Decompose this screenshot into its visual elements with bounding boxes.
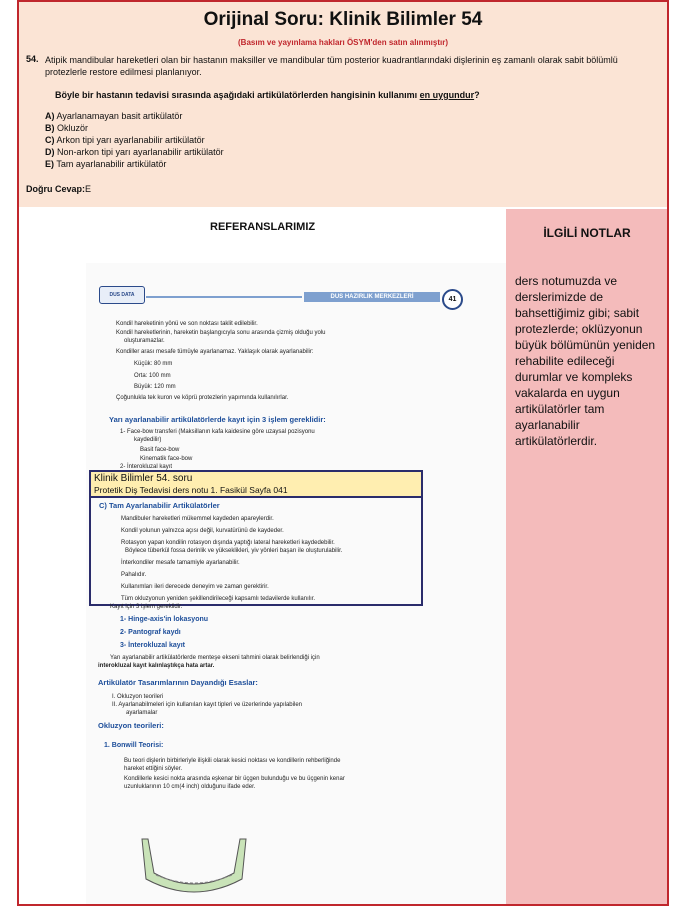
ref-line: Kinematik face-bow xyxy=(140,456,193,462)
highlight-title: Klinik Bilimler 54. soru xyxy=(94,473,193,484)
occlusion-heading: Okluzyon teorileri: xyxy=(98,721,164,730)
highlight-source: Protetik Diş Tedavisi ders notu 1. Fasikül Sayfa 041 xyxy=(94,485,288,495)
ref-line: Tüm okluzyonun yeniden şekillendirileceği kapsamlı tedavilerde kullanılır. xyxy=(121,596,316,602)
notes-body: ders notumuzda ve derslerimizde de bahsettiğimiz gibi; sabit protezlerde; oklüzyonun büyük bölümünün yeniden rehabilite edileceği durumlar ve kompleks vakalarda en uygun artikülatörler tam ayarlanabilir artikülatörlerdir. xyxy=(515,274,656,448)
ref-line: hareket ettiğini söyler. xyxy=(124,766,183,772)
question-title: Orijinal Soru: Klinik Bilimler 54 xyxy=(203,9,483,30)
ref-line: Çoğunlukla tek kuron ve köprü protezlerin yapımında kullanılırlar. xyxy=(116,395,289,401)
ref-line: Küçük: 80 mm xyxy=(134,361,173,367)
ref-line: Orta: 100 mm xyxy=(134,373,171,379)
ref-line: I. Okluzyon teorileri xyxy=(112,694,164,700)
ref-line: Büyük: 120 mm xyxy=(134,384,176,390)
question-number: 54. xyxy=(26,54,39,64)
ref-line: II. Ayarlanabilmeleri için kullanılan kayıt tipleri ve üzerlerinde yapılabilen xyxy=(112,702,302,708)
option-text: Ayarlanamayan basit artikülatör xyxy=(56,111,183,121)
ref-line: Bu teori dişlerin birbirleriyle ilişkili olarak kesici noktası ve kondillerin rehberliğinde xyxy=(124,758,341,764)
ref-line: uzunluklarının 10 cm(4 inch) olduğunu ifade eder. xyxy=(124,784,256,790)
ref-line: 1- Face-bow transferi (Maksillanın kafa kaidesine göre uzaysal pozisyonu xyxy=(120,429,315,435)
ref-line: İnterkondiler mesafe tamamiyle ayarlanabilir. xyxy=(121,560,240,566)
option-key: B) xyxy=(45,123,55,133)
step-heading: 2- Pantograf kaydı xyxy=(120,629,181,636)
step-heading: 1- Hinge-axis'in lokasyonu xyxy=(120,616,209,623)
prompt-text: Böyle bir hastanın tedavisi sırasında aşağıdaki artikülatörlerden hangisinin kullanımı xyxy=(55,90,420,100)
page-frame xyxy=(17,0,669,906)
option-text: Non-arkon tipi yarı ayarlanabilir artikülatör xyxy=(57,147,224,157)
page-banner: DUS HAZIRLIK MERKEZLERİ xyxy=(304,292,440,302)
references-heading: REFERANSLARIMIZ xyxy=(210,221,316,233)
prompt-emphasis: en uygundur xyxy=(419,90,475,100)
prompt-end: ? xyxy=(474,90,480,100)
answer-value: E xyxy=(85,184,92,194)
option-text: Okluzör xyxy=(57,123,89,133)
ref-line: kaydedilir) xyxy=(134,437,162,443)
ref-line: oluşturamazlar. xyxy=(124,338,165,344)
design-heading: Artikülatör Tasarımlarının Dayandığı Esaslar: xyxy=(98,678,258,687)
question-text: Atipik mandibular hareketleri olan bir hastanın maksiller ve mandibular tüm posterior kuadrantlarındaki dişlerinin eş zamanlı olarak sabit bölümlü protezlerle restore edilmesi planlanıyor. xyxy=(45,55,618,77)
page-number: 41 xyxy=(442,289,463,310)
copyright-notice: (Basım ve yayınlama hakları ÖSYM'den satın alınmıştır) xyxy=(238,38,448,47)
dusdata-logo: DUS DATA xyxy=(99,286,145,304)
step-heading: 3- İnterokluzal kayıt xyxy=(120,642,185,649)
option-key: E) xyxy=(45,159,54,169)
full-adjustable-heading: C) Tam Ayarlanabilir Artikülatörler xyxy=(99,501,220,510)
semi-adjustable-heading: Yarı ayarlanabilir artikülatörlerde kayıt için 3 işlem gereklidir: xyxy=(109,415,326,424)
ref-line: Mandibuler hareketleri mükemmel kaydeden apareylerdir. xyxy=(121,516,274,522)
ref-line: Kondiller arası mesafe tümüyle ayarlanamaz. Yaklaşık olarak ayarlanabilir: xyxy=(116,349,314,355)
option-text: Arkon tipi yarı ayarlanabilir artikülatör xyxy=(56,135,205,145)
answer-label: Doğru Cevap: xyxy=(26,184,86,194)
ref-line: Kondil hareketinin yönü ve son noktası taklit edilebilir. xyxy=(116,321,258,327)
ref-line: Kullanımları ileri derecede deneyim ve zaman gerektirir. xyxy=(121,584,269,590)
bonwill-heading: 1. Bonwill Teorisi: xyxy=(104,742,164,749)
notes-heading: İLGİLİ NOTLAR xyxy=(543,226,631,240)
ref-line: Kayıt için 3 işlem gereklidir. xyxy=(110,604,183,610)
ref-line: Kondillerle kesici nokta arasında eşkenar bir üçgen bulunduğu ve bu üçgenin kenar xyxy=(124,776,345,782)
ref-line: Böylece tüberkül fossa derinlik ve yükseklikleri, yiv yönleri başarı ile oluşturulabilir. xyxy=(125,548,343,554)
option-text: Tam ayarlanabilir artikülatör xyxy=(56,159,167,169)
ref-line: interokluzal kayıt kalınlaştıkça hata artar. xyxy=(98,663,215,669)
option-key: D) xyxy=(45,147,55,157)
ref-line: Basit face-bow xyxy=(140,447,180,453)
ref-line: Kondil hareketlerinin, hareketin başlangıcıyla sonu arasında çizmiş olduğu yolu xyxy=(116,330,326,336)
option-key: C) xyxy=(45,135,55,145)
option-key: A) xyxy=(45,111,55,121)
ref-line: Kondil yolunun yalnızca açısı değil, kurvatürünü de kaydeder. xyxy=(121,528,284,534)
ref-line: Pahalıdır. xyxy=(121,572,147,578)
ref-line: 2- İnterokluzal kayıt xyxy=(120,464,173,470)
ref-line: Rotasyon yapan kondilin rotasyon dışında yaptığı lateral hareketleri kaydedebilir. xyxy=(121,540,335,546)
ref-line: Yarı ayarlanabilir artikülatörlerde menteşe ekseni tahmini olarak belirlendiği için xyxy=(110,655,320,661)
ref-line: ayarlamalar xyxy=(126,710,158,716)
